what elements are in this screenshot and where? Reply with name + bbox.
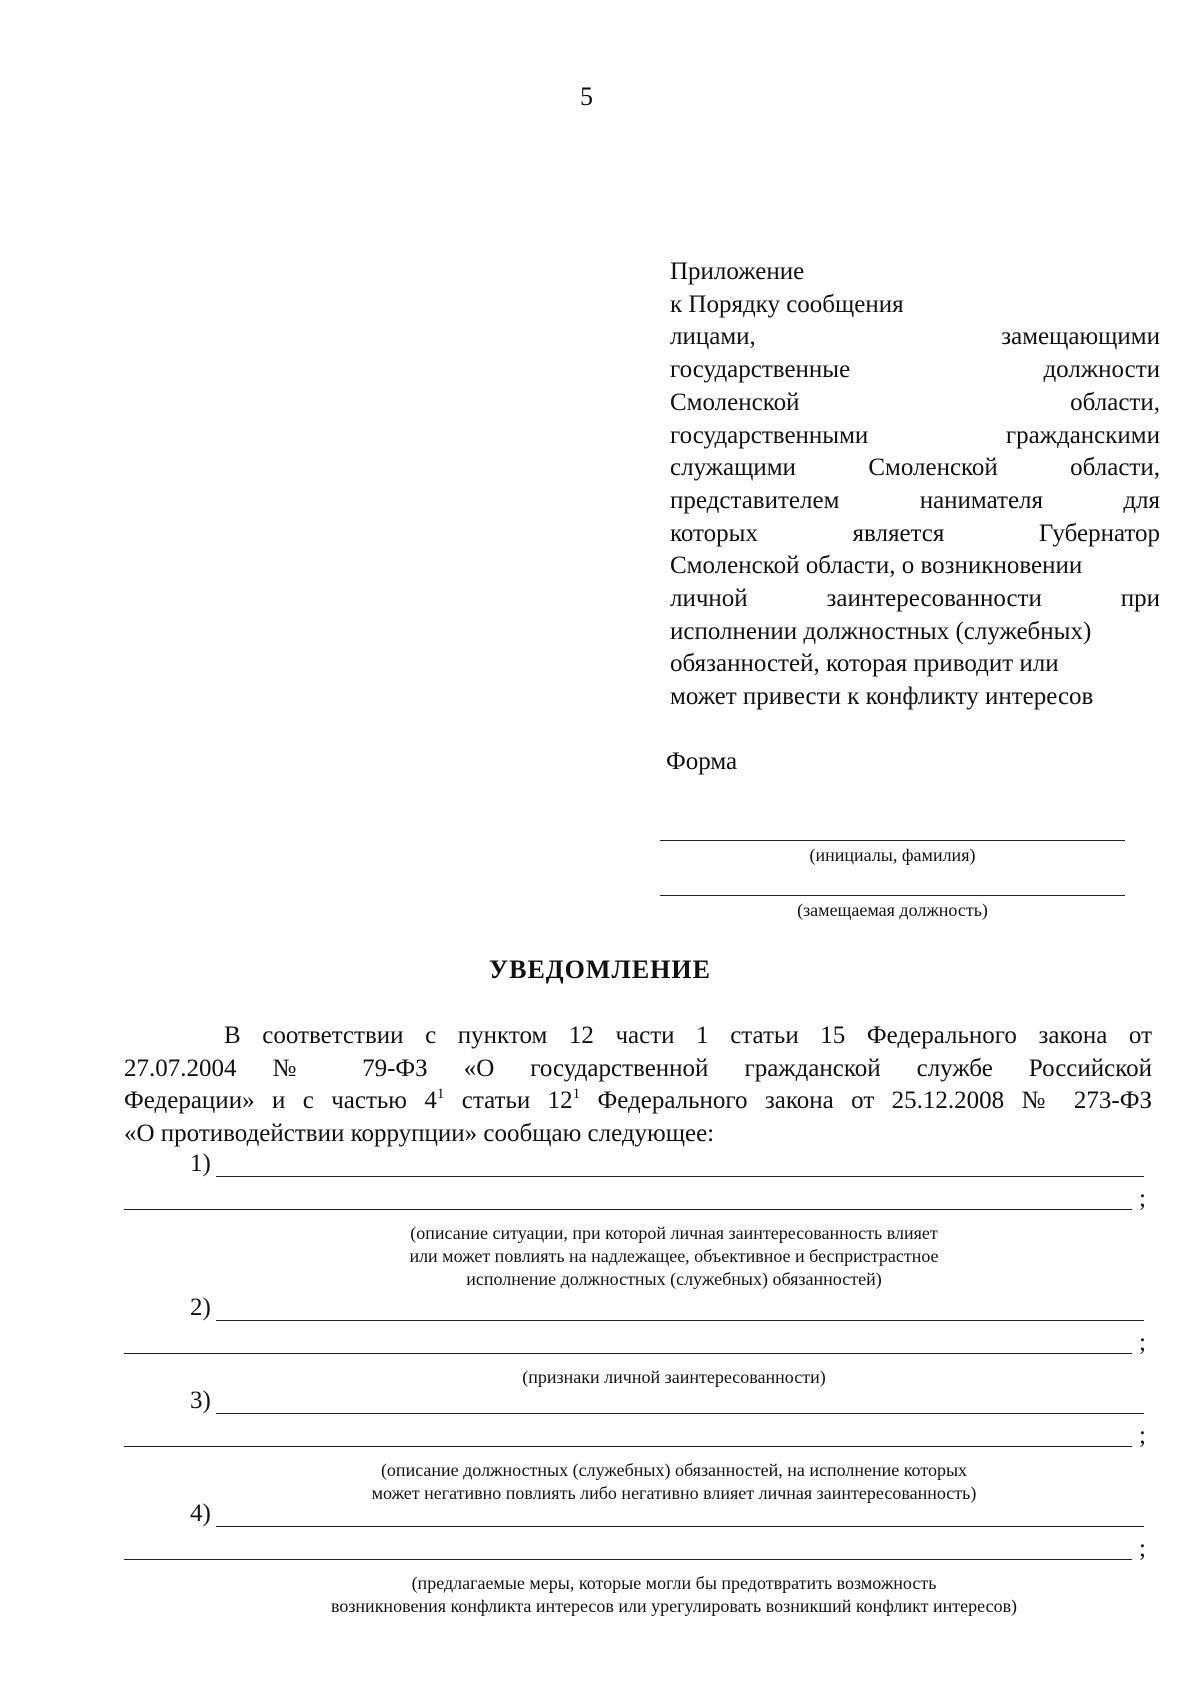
fill-line — [124, 1559, 1132, 1560]
form-label: Форма — [666, 748, 738, 775]
caption-line: возникновения конфликта интересов или урегулировать возникший конфликт интересов) — [330, 1596, 1018, 1616]
item-number: 3) — [190, 1387, 211, 1414]
item-1-first-line[interactable] — [190, 1150, 1144, 1180]
appendix-line: Смоленской области, о возникновении — [670, 552, 1083, 580]
caption-line: (описание должностных (служебных) обязанностей, на исполнение которых — [380, 1460, 968, 1480]
caption-line: или может повлиять на надлежащее, объективное и беспристрастное — [409, 1246, 939, 1266]
body-line: В соответствии с пунктом 12 части 1 статьи 15 Федерального закона от — [224, 1022, 1152, 1049]
appendix-line: к Порядку сообщения — [670, 290, 904, 318]
fill-line — [124, 1209, 1132, 1210]
item-4-caption — [124, 1572, 1200, 1618]
semicolon: ; — [1139, 1535, 1146, 1562]
caption-line: исполнение должностных (служебных) обязанностей) — [466, 1269, 882, 1289]
item-2-caption — [124, 1366, 1200, 1389]
item-3-caption — [124, 1459, 1200, 1505]
initials-line — [660, 840, 1125, 841]
position-line — [660, 895, 1125, 896]
item-2-second-line[interactable] — [124, 1327, 1146, 1357]
appendix-line: которых является Губернатор — [670, 519, 1161, 547]
appendix-line: исполнении должностных (служебных) — [670, 617, 1092, 645]
item-1-second-line[interactable] — [124, 1183, 1146, 1213]
item-number: 4) — [190, 1500, 211, 1527]
position-caption: (замещаемая должность) — [797, 900, 988, 920]
appendix-line: обязанностей, которая приводит или — [670, 650, 1059, 678]
page-number: 5 — [580, 82, 593, 111]
initials-caption: (инициалы, фамилия) — [809, 845, 976, 865]
semicolon: ; — [1139, 1329, 1146, 1356]
caption-line: (признаки личной заинтересованности) — [522, 1367, 826, 1387]
body-line: Федерации» и с частью $4^1$ статьи $12^1$ Федерального закона от 25.12.2008 № 273-ФЗ — [124, 1086, 1152, 1115]
item-4-first-line[interactable] — [190, 1500, 1144, 1530]
fill-line — [216, 1526, 1144, 1527]
fill-line — [216, 1413, 1144, 1414]
fill-line — [216, 1320, 1144, 1321]
appendix-line: служащими Смоленской области, — [670, 454, 1160, 482]
appendix-line: может привести к конфликту интересов — [670, 683, 1094, 711]
appendix-line: лицами, замещающими — [670, 323, 1160, 351]
appendix-line: личной заинтересованности при — [670, 585, 1160, 613]
caption-line: (описание ситуации, при которой личная заинтересованность влияет — [410, 1223, 938, 1243]
item-3-second-line[interactable] — [124, 1420, 1146, 1450]
initials-signature-field[interactable] — [660, 840, 1125, 866]
fill-line — [216, 1176, 1144, 1177]
appendix-line: Смоленской области, — [670, 388, 1160, 416]
fill-line — [124, 1446, 1132, 1447]
appendix-line: представителем нанимателя для — [670, 486, 1161, 514]
position-signature-field[interactable] — [660, 895, 1125, 921]
caption-line: (предлагаемые меры, которые могли бы предотвратить возможность — [411, 1573, 937, 1593]
appendix-line: Приложение — [670, 258, 805, 285]
appendix-header — [670, 256, 1160, 714]
item-3-first-line[interactable] — [190, 1387, 1144, 1417]
item-2-first-line[interactable] — [190, 1294, 1144, 1324]
caption-line: может негативно повлиять либо негативно влияет личная заинтересованность) — [371, 1483, 977, 1503]
item-4-second-line[interactable] — [124, 1533, 1146, 1563]
fill-line — [124, 1353, 1132, 1354]
body-line: 27.07.2004 № 79-ФЗ «О государственной гражданской службе Российской — [124, 1054, 1152, 1082]
body-line: «О противодействии коррупции» сообщаю следующее: — [124, 1120, 715, 1148]
appendix-line: государственными гражданскими — [670, 421, 1160, 449]
item-number: 2) — [190, 1294, 211, 1321]
item-number: 1) — [190, 1150, 211, 1177]
document-title: УВЕДОМЛЕНИЕ — [489, 955, 711, 984]
semicolon: ; — [1139, 1185, 1146, 1212]
semicolon: ; — [1139, 1422, 1146, 1449]
notification-body — [124, 1020, 1152, 1151]
item-1-caption — [124, 1222, 1200, 1291]
appendix-line: государственные должности — [670, 356, 1160, 384]
